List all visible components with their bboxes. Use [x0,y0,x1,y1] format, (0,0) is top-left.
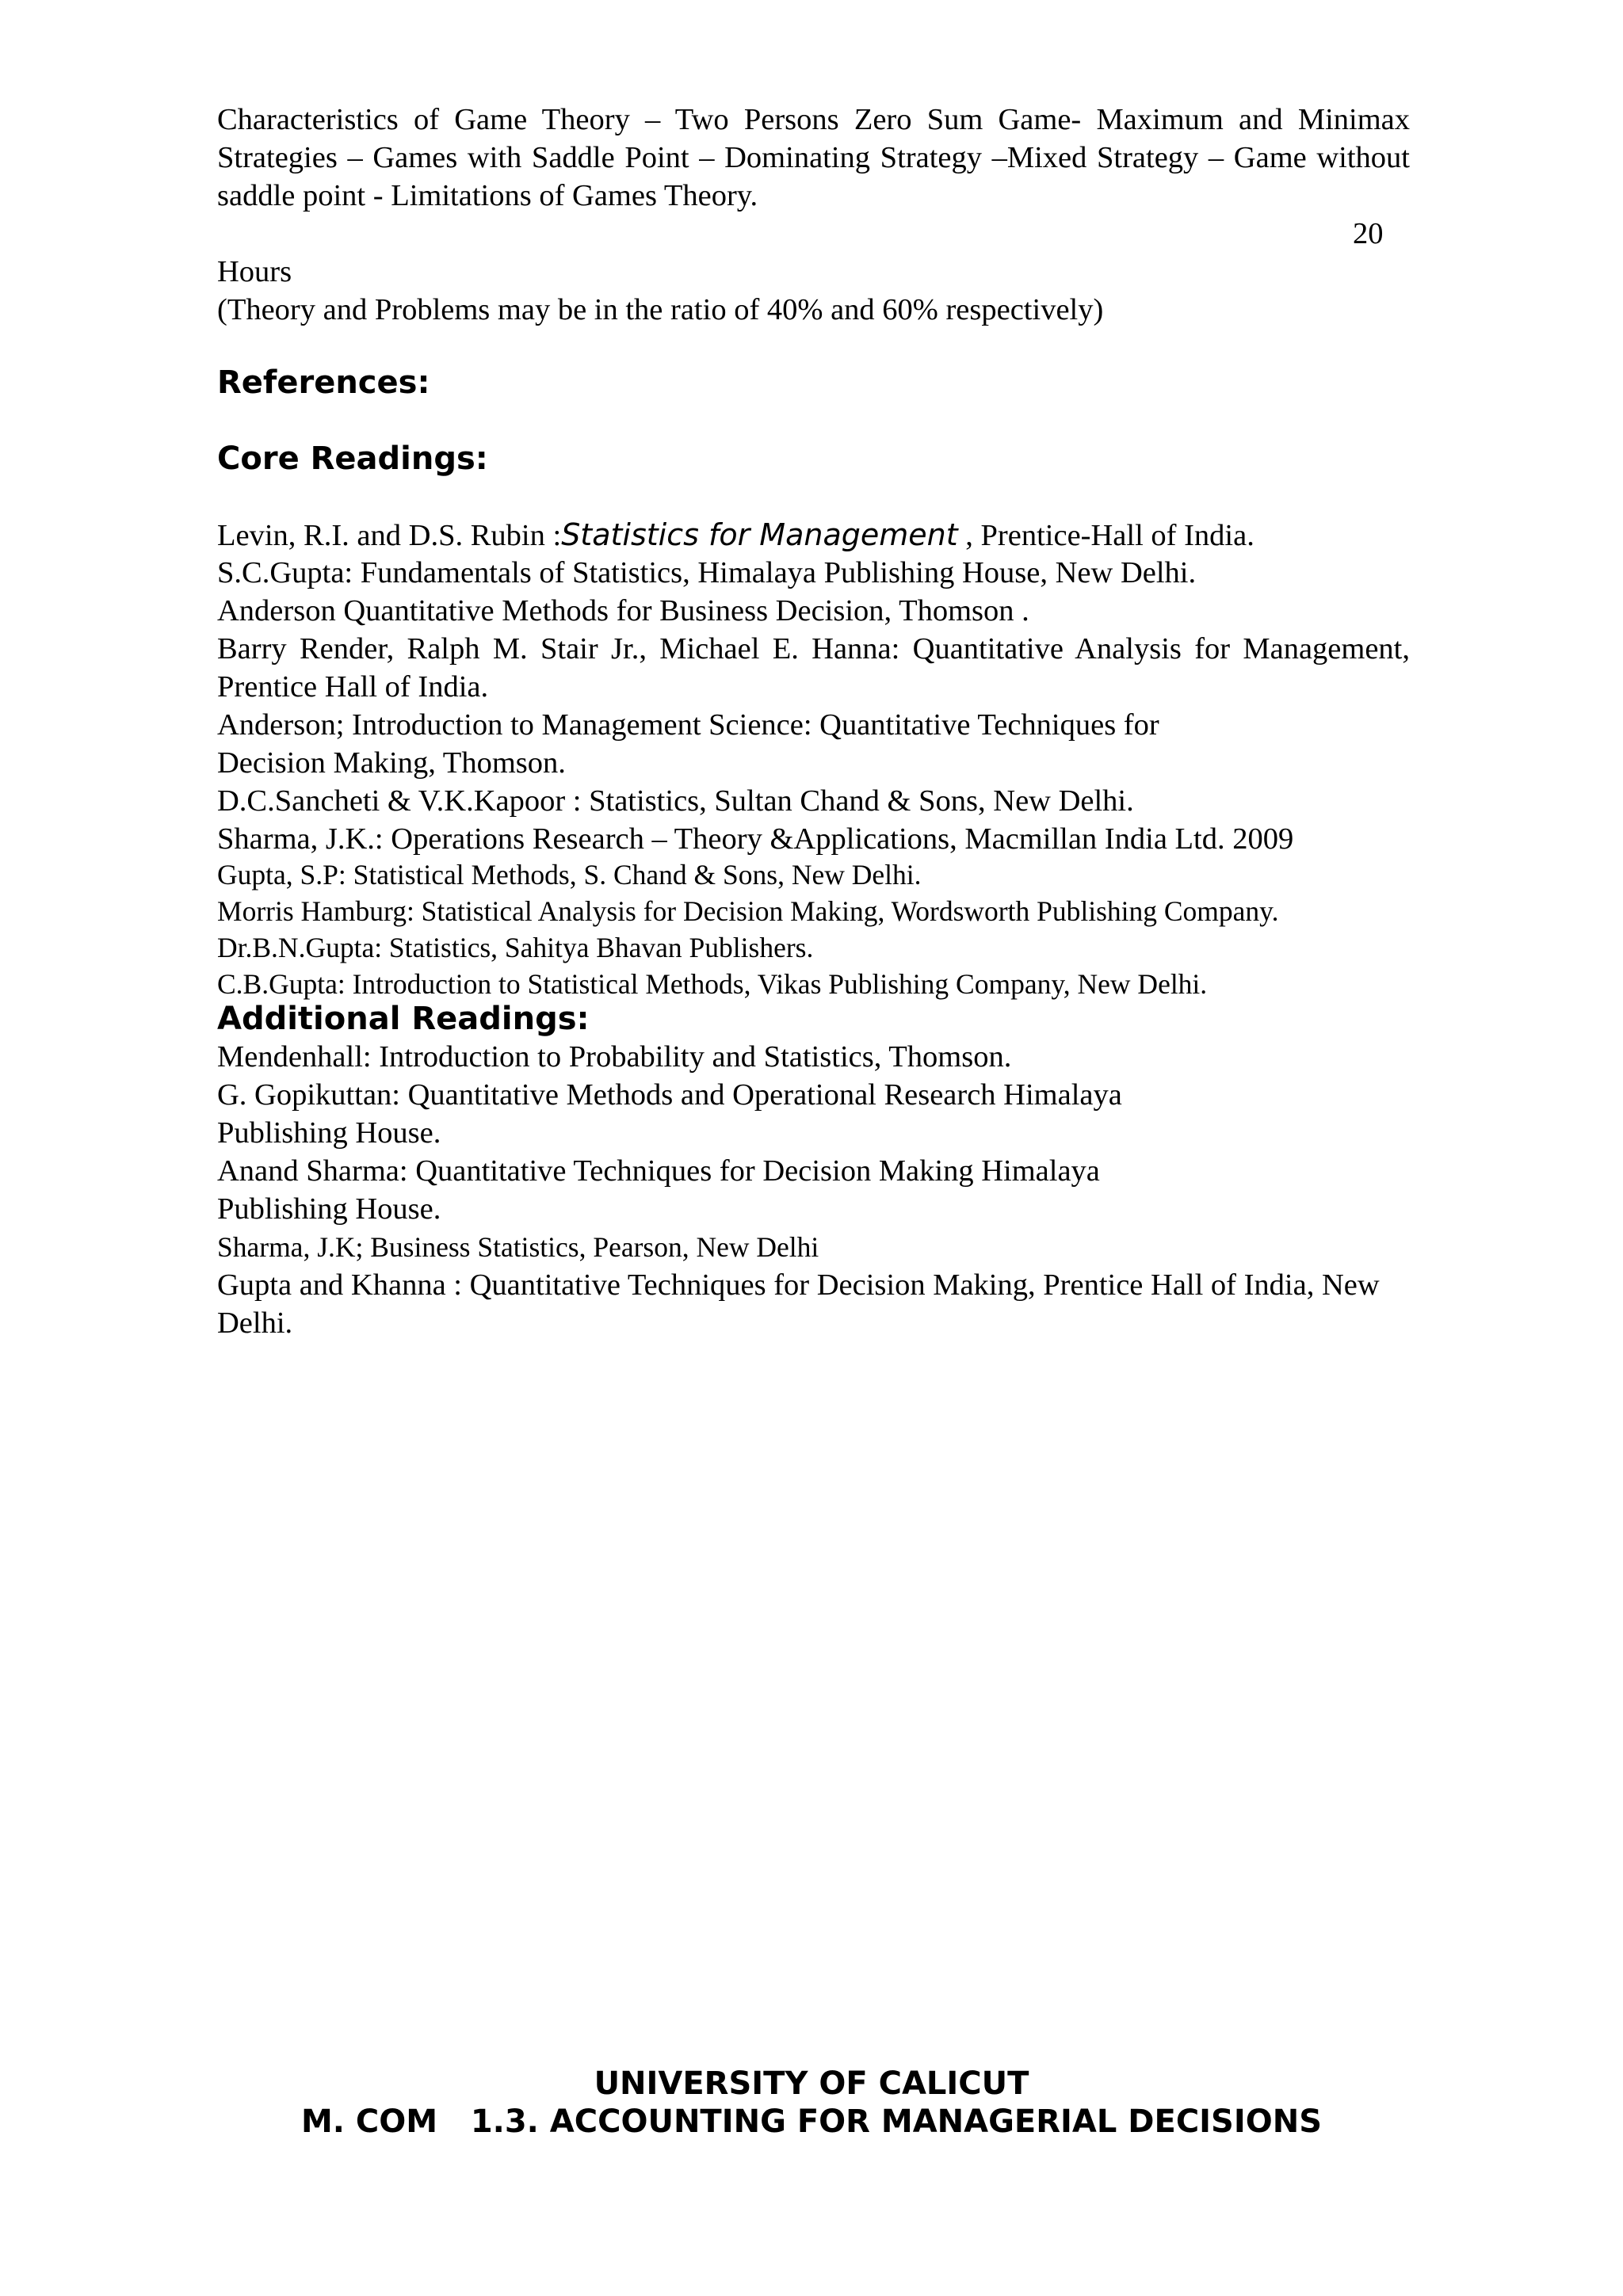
additional-reading-item: G. Gopikuttan: Quantitative Methods and Operational Research Himalaya [217,1078,1122,1112]
additional-reading-item: Anand Sharma: Quantitative Techniques for Decision Making Himalaya [217,1154,1100,1188]
footer-university: UNIVERSITY OF CALICUT [594,2065,1029,2102]
additional-reading-item: Publishing House. [217,1192,441,1226]
core-reading-item: Dr.B.N.Gupta: Statistics, Sahitya Bhavan Publishers. [217,932,814,963]
core-reading-item: Decision Making, Thomson. [217,746,566,780]
syllabus-unit-text: Characteristics of Game Theory – Two Persons Zero Sum Game- Maximum and Minimax Strategies – Games with Saddle Point – Dominating Strategy –Mixed Strategy – Game without saddle point - Limitations of Games Theory. [217,103,1410,212]
additional-reading-item: Publishing House. [217,1116,441,1150]
footer-course: M. COM 1.3. ACCOUNTING FOR MANAGERIAL DECISIONS [300,2103,1323,2140]
reference-title: Statistics for Management [561,517,958,552]
core-readings-heading: Core Readings: [217,441,488,477]
core-reading-item: Barry Render, Ralph M. Stair Jr., Michael E. Hanna: Quantitative Analysis for Management, Prentice Hall of India. [217,632,1410,704]
core-reading-item [217,516,1254,555]
core-reading-item: Anderson Quantitative Methods for Business Decision, Thomson . [217,594,1029,627]
core-reading-item: Anderson; Introduction to Management Science: Quantitative Techniques for [217,708,1159,742]
reference-authors: Levin, R.I. and D.S. Rubin : [217,519,562,552]
core-reading-item: C.B.Gupta: Introduction to Statistical Methods, Vikas Publishing Company, New Delhi. [217,968,1208,1000]
ratio-note: (Theory and Problems may be in the ratio of 40% and 60% respectively) [217,293,1104,326]
hours-number: 20 [1353,217,1384,250]
core-reading-item: Gupta, S.P: Statistical Methods, S. Chand & Sons, New Delhi. [217,859,922,891]
core-reading-item: Sharma, J.K.: Operations Research – Theory &Applications, Macmillan India Ltd. 2009 [217,822,1294,856]
hours-label: Hours [217,255,292,288]
additional-reading-item: Sharma, J.K; Business Statistics, Pearson, New Delhi [217,1231,819,1263]
core-reading-item: S.C.Gupta: Fundamentals of Statistics, Himalaya Publishing House, New Delhi. [217,556,1197,589]
additional-reading-item: Gupta and Khanna : Quantitative Techniques for Decision Making, Prentice Hall of India, New Delhi. [217,1268,1380,1340]
core-reading-item: D.C.Sancheti & V.K.Kapoor : Statistics, Sultan Chand & Sons, New Delhi. [217,784,1134,818]
references-heading: References: [217,364,430,401]
core-reading-item: Morris Hamburg: Statistical Analysis for Decision Making, Wordsworth Publishing Company. [217,895,1279,927]
reference-publisher: , Prentice-Hall of India. [957,519,1254,552]
additional-reading-item: Mendenhall: Introduction to Probability and Statistics, Thomson. [217,1040,1012,1074]
additional-readings-heading: Additional Readings: [217,1001,590,1037]
